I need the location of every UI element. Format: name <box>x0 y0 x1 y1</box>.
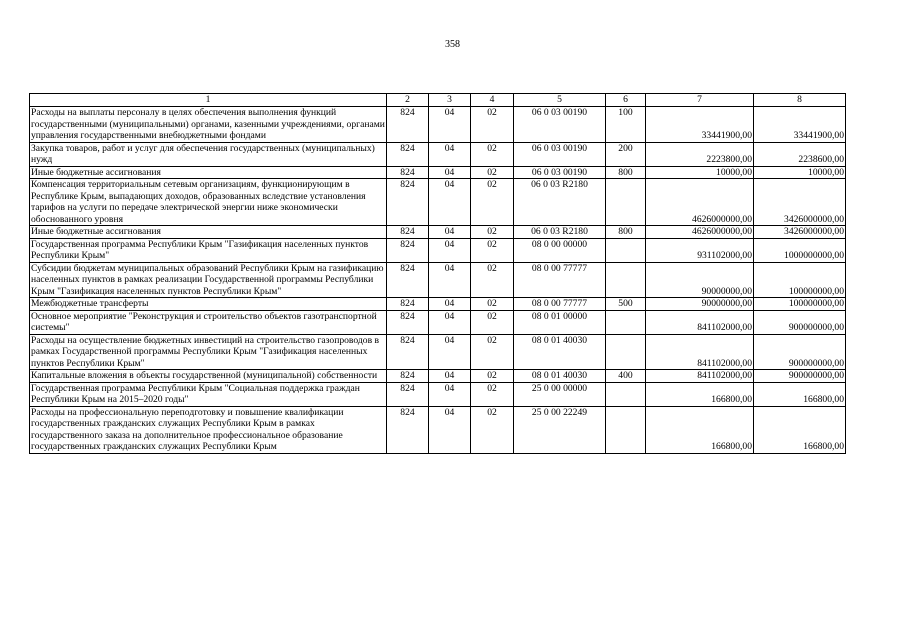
code-section: 04 <box>429 142 471 166</box>
amount-year-1: 33441900,00 <box>646 107 754 143</box>
code-expense-type: 100 <box>606 107 646 143</box>
row-description: Основное мероприятие "Реконструкция и строительство объектов газотранспортной системы" <box>30 310 387 334</box>
row-description: Иные бюджетные ассигнования <box>30 166 387 179</box>
code-section: 04 <box>429 382 471 406</box>
row-description: Закупка товаров, работ и услуг для обеспечения государственных (муниципальных) нужд <box>30 142 387 166</box>
amount-year-2: 100000000,00 <box>754 298 846 311</box>
amount-year-2: 166800,00 <box>754 406 846 453</box>
table-row <box>30 298 846 311</box>
amount-year-1: 4626000000,00 <box>646 179 754 226</box>
amount-year-2: 900000000,00 <box>754 334 846 370</box>
amount-year-2: 3426000000,00 <box>754 226 846 239</box>
code-subsection: 02 <box>471 370 514 383</box>
code-subsection: 02 <box>471 334 514 370</box>
row-description: Расходы на осуществление бюджетных инвестиций на строительство газопроводов в рамках Государственной программы Республики Крым "Газификация населенных пунктов Республики Крым" <box>30 334 387 370</box>
row-description: Иные бюджетные ассигнования <box>30 226 387 239</box>
table-row <box>30 107 846 143</box>
row-description: Расходы на выплаты персоналу в целях обеспечения выполнения функций государственными (муниципальными) органами, казенными учреждениями, органами управления государственными внебюджетными фондами <box>31 107 385 141</box>
code-target-article: 06 0 03 00190 <box>514 142 606 166</box>
header-cell: 7 <box>646 94 754 107</box>
row-description: Расходы на профессиональную переподготовку и повышение квалификации государственных гражданских служащих Республики Крым в рамках государственного заказа на дополнительное профессиональное образование государственных гражданских служащих Республики Крым <box>30 406 387 453</box>
amount-year-1: 10000,00 <box>646 166 754 179</box>
row-description: Субсидии бюджетам муниципальных образований Республики Крым на газификацию населенных пунктов в рамках реализации Государственной программы Республики Крым "Газификация населенных пунктов Республики Крым" <box>30 262 387 298</box>
code-ved: 824 <box>387 238 429 262</box>
table-header-row <box>30 94 846 107</box>
code-section: 04 <box>429 179 471 226</box>
header-cell: 8 <box>754 94 846 107</box>
code-subsection: 02 <box>471 179 514 226</box>
header-cell: 2 <box>387 94 429 107</box>
code-section: 04 <box>429 262 471 298</box>
code-expense-type <box>606 262 646 298</box>
code-expense-type: 800 <box>606 166 646 179</box>
code-subsection: 02 <box>471 238 514 262</box>
amount-year-1: 931102000,00 <box>646 238 754 262</box>
header-cell: 6 <box>606 94 646 107</box>
code-expense-type: 800 <box>606 226 646 239</box>
code-target-article: 06 0 03 R2180 <box>514 179 606 226</box>
row-description: Компенсация территориальным сетевым организациям, функционирующим в Республике Крым, выпадающих доходов, образованных вследствие установления тарифов на услуги по передаче электрической энергии ниже экономически обоснованного уровня <box>30 179 387 226</box>
code-target-article: 08 0 01 40030 <box>514 370 606 383</box>
code-target-article: 06 0 03 00190 <box>514 107 606 143</box>
code-target-article: 25 0 00 00000 <box>514 382 606 406</box>
table-row <box>30 310 846 334</box>
code-expense-type: 400 <box>606 370 646 383</box>
code-section: 04 <box>429 166 471 179</box>
row-description: Государственная программа Республики Крым "Социальная поддержка граждан Республики Крым на 2015–2020 годы" <box>30 382 387 406</box>
code-ved: 824 <box>387 406 429 453</box>
amount-year-2: 3426000000,00 <box>754 179 846 226</box>
code-expense-type <box>606 238 646 262</box>
code-section: 04 <box>429 370 471 383</box>
code-section: 04 <box>429 406 471 453</box>
code-expense-type <box>606 310 646 334</box>
code-subsection: 02 <box>471 406 514 453</box>
amount-year-2: 2238600,00 <box>754 142 846 166</box>
code-target-article: 25 0 00 22249 <box>514 406 606 453</box>
table-row <box>30 226 846 239</box>
code-target-article: 08 0 00 77777 <box>514 298 606 311</box>
amount-year-1: 841102000,00 <box>646 370 754 383</box>
code-subsection: 02 <box>471 310 514 334</box>
table-row <box>30 406 846 453</box>
code-section: 04 <box>429 334 471 370</box>
table-row <box>30 238 846 262</box>
page-number: 358 <box>445 39 460 50</box>
code-section: 04 <box>429 310 471 334</box>
table-row <box>30 166 846 179</box>
code-target-article: 08 0 01 40030 <box>514 334 606 370</box>
header-cell: 5 <box>514 94 606 107</box>
code-subsection: 02 <box>471 298 514 311</box>
code-ved: 824 <box>387 262 429 298</box>
code-section: 04 <box>429 226 471 239</box>
code-expense-type <box>606 382 646 406</box>
amount-year-2: 33441900,00 <box>754 107 846 143</box>
table-row <box>30 142 846 166</box>
amount-year-2: 100000000,00 <box>754 262 846 298</box>
code-subsection: 02 <box>471 142 514 166</box>
header-cell: 4 <box>471 94 514 107</box>
table-row <box>30 382 846 406</box>
code-ved: 824 <box>387 107 429 143</box>
code-ved: 824 <box>387 310 429 334</box>
amount-year-1: 90000000,00 <box>646 298 754 311</box>
amount-year-1: 841102000,00 <box>646 334 754 370</box>
amount-year-1: 166800,00 <box>646 382 754 406</box>
amount-year-1: 2223800,00 <box>646 142 754 166</box>
amount-year-1: 841102000,00 <box>646 310 754 334</box>
amount-year-2: 10000,00 <box>754 166 846 179</box>
code-subsection: 02 <box>471 107 514 143</box>
code-subsection: 02 <box>471 382 514 406</box>
code-expense-type <box>606 406 646 453</box>
row-description: Государственная программа Республики Крым "Газификация населенных пунктов Республики Крым" <box>30 238 387 262</box>
table-row <box>30 370 846 383</box>
header-cell: 1 <box>30 94 387 107</box>
code-ved: 824 <box>387 226 429 239</box>
table-row <box>30 262 846 298</box>
code-subsection: 02 <box>471 166 514 179</box>
amount-year-2: 1000000000,00 <box>754 238 846 262</box>
amount-year-1: 90000000,00 <box>646 262 754 298</box>
amount-year-2: 900000000,00 <box>754 310 846 334</box>
amount-year-2: 900000000,00 <box>754 370 846 383</box>
code-subsection: 02 <box>471 262 514 298</box>
code-ved: 824 <box>387 382 429 406</box>
code-ved: 824 <box>387 142 429 166</box>
code-subsection: 02 <box>471 226 514 239</box>
code-ved: 824 <box>387 166 429 179</box>
row-description: Капитальные вложения в объекты государственной (муниципальной) собственности <box>30 370 387 383</box>
code-expense-type: 200 <box>606 142 646 166</box>
code-target-article: 06 0 03 00190 <box>514 166 606 179</box>
amount-year-2: 166800,00 <box>754 382 846 406</box>
table-row <box>30 334 846 370</box>
code-target-article: 06 0 03 R2180 <box>514 226 606 239</box>
code-ved: 824 <box>387 334 429 370</box>
code-section: 04 <box>429 298 471 311</box>
code-ved: 824 <box>387 370 429 383</box>
code-section: 04 <box>429 107 471 143</box>
code-ved: 824 <box>387 179 429 226</box>
row-description: Межбюджетные трансферты <box>30 298 387 311</box>
code-target-article: 08 0 01 00000 <box>514 310 606 334</box>
code-expense-type <box>606 334 646 370</box>
amount-year-1: 4626000000,00 <box>646 226 754 239</box>
code-expense-type <box>606 179 646 226</box>
code-target-article: 08 0 00 77777 <box>514 262 606 298</box>
amount-year-1: 166800,00 <box>646 406 754 453</box>
budget-table <box>29 93 846 454</box>
code-section: 04 <box>429 238 471 262</box>
table-row <box>30 179 846 226</box>
header-cell: 3 <box>429 94 471 107</box>
code-ved: 824 <box>387 298 429 311</box>
code-target-article: 08 0 00 00000 <box>514 238 606 262</box>
code-expense-type: 500 <box>606 298 646 311</box>
